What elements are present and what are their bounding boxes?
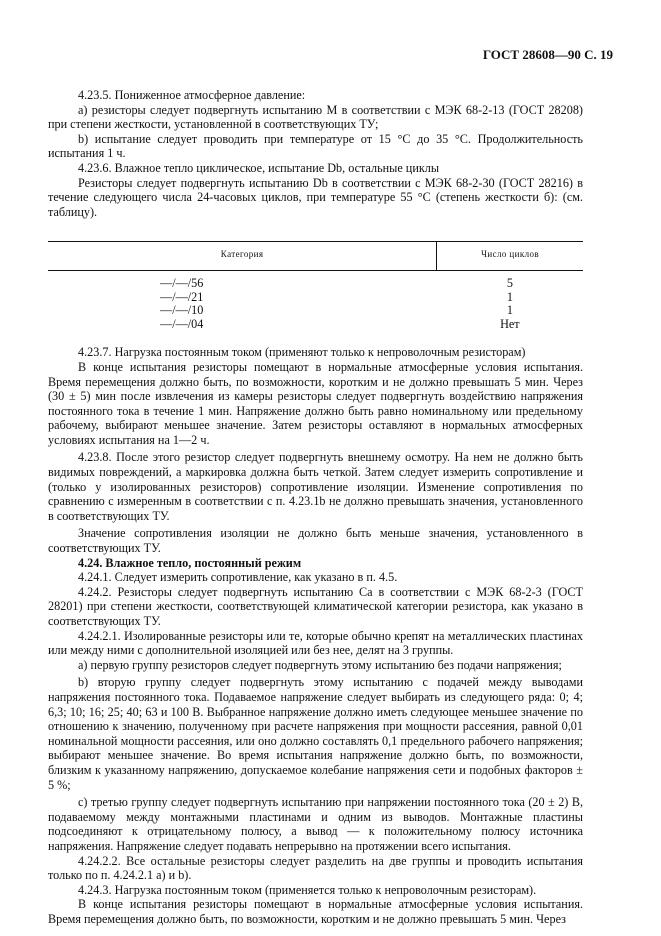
paragraph: 4.23.7. Нагрузка постоянным током (применяют только к непроволочным резисторам)	[78, 345, 526, 360]
table-row	[48, 270, 583, 290]
paragraph: 4.24.2.2. Все остальные резисторы следует разделить на две группы и проводить испытания только по п. 4.24.2.1 а) и b).	[48, 853, 583, 883]
table-cell-cycles: 1	[506, 303, 513, 318]
paragraph: Резисторы следует подвергнуть испытанию Db в соответствии с МЭК 68-2-30 (ГОСТ 28216) в течение следующего числа 24-часовых циклов, при температуре 55 °С (степень жесткости б): (см. таблицу).	[48, 175, 583, 219]
paragraph: В конце испытания резисторы помещают в нормальные атмосферные условия испытания. Время перемещения должно быть, по возможности, коротким и не должно превышать 5 мин. Через (30 ± 5) мин после извлечения из камеры резисторы следует подвергнуть воздействию напряжения постоянного тока в течение 1 мин. Напряжение должно быть равно номинальному или предельному рабочему, выбирают меньшее значение. Затем резисторы оставляют в нормальных атмосферных условиях испытания на 1—2 ч.	[48, 359, 583, 447]
table-cell-cycles: 5	[506, 275, 513, 290]
paragraph: 4.23.5. Пониженное атмосферное давление:	[78, 88, 306, 102]
cycles-table	[48, 241, 583, 335]
paragraph: 4.24.2. Резисторы следует подвергнуть испытанию Са в соответствии с МЭК 68-2-3 (ГОСТ 28201) при степени жесткости, соответствующей климатической категории резистора, как указано в соответствующих ТУ.	[48, 584, 583, 628]
document-body	[48, 88, 583, 926]
paragraph: b) испытание следует проводить при температуре от 15 °С до 35 °С. Продолжительность испытания 1 ч.	[48, 131, 583, 161]
paragraph: а) резисторы следует подвергнуть испытанию М в соответствии с МЭК 68-2-13 (ГОСТ 28208) при степени жесткости, установленной в соответствующих ТУ;	[48, 102, 583, 132]
paragraph: с) третью группу следует подвергнуть испытанию при напряжении постоянного тока (20 ± 2) В, подаваемому между монтажными пластинами и одним из выводов. Монтажные пластины подсоединяют к отрицательному полюсу, а вывод — к положительному полюсу источника напряжения. Напряжение следует подавать непрерывно на протяжении всего испытания.	[48, 795, 583, 853]
table-cell-category: —/—/10	[160, 303, 204, 318]
table-cell-category: —/—/04	[160, 316, 204, 331]
table-cell-category: —/—/56	[160, 275, 204, 290]
table-row	[48, 318, 583, 336]
table-cell-cycles: Нет	[500, 316, 520, 331]
paragraph: 4.23.6. Влажное тепло циклическое, испытание Db, остальные циклы	[78, 160, 440, 175]
paragraph: 4.24.1. Следует измерить сопротивление, как указано в п. 4.5.	[78, 570, 398, 585]
paragraph: В конце испытания резисторы помещают в нормальные атмосферные условия испытания. Время перемещения должно быть, по возможности, коротким и не должно превышать 5 мин. Через	[48, 897, 583, 926]
page-header: ГОСТ 28608—90 С. 19	[482, 47, 613, 62]
paragraph: 4.24.2.1. Изолированные резисторы или те, которые обычно крепят на металлических пластинах или между ними с дополнительной изоляцией или без нее, делят на 3 группы.	[48, 628, 583, 658]
table-cell-category: —/—/21	[160, 289, 204, 304]
table-header-category: Категория	[48, 242, 437, 271]
paragraph: а) первую группу резисторов следует подвергнуть этому испытанию без подачи напряжения;	[78, 657, 562, 672]
table-row	[48, 291, 583, 305]
table-row	[48, 304, 583, 318]
paragraph: b) вторую группу следует подвергнуть этому испытанию с подачей между выводами напряжения постоянного тока. Подаваемое напряжение следует выбирать из следующего ряда: 0; 4; 6,3; 10; 16; 25; 40; 63 и 100 В. Выбранное напряжение должно иметь следующее меньшее значение по отношению к значению, полученному при расчете напряжения при мощности рассеяния, равной 0,01 номинальной мощности рассеяния, или оно должно составлять 0,1 предельного рабочего напряжения; выбирают меньшее значение. Во время испытания напряжение должно быть, по возможности, близким к указанному напряжению, допускаемое колебание напряжения сети и подобных факторов ± 5 %;	[48, 675, 583, 792]
table-cell-cycles: 1	[506, 289, 513, 304]
paragraph: 4.23.8. После этого резистор следует подвергнуть внешнему осмотру. На нем не должно быть видимых повреждений, а маркировка должна быть четкой. Затем следует измерить сопротивление и (только у изолированных резисторов) сопротивление изоляции. Изменение сопротивления по сравнению с измеренным в соответствии с п. 4.23.1b не должно превышать значения, установленного в соответствующих ТУ.	[48, 450, 583, 523]
paragraph: 4.24.3. Нагрузка постоянным током (применяется только к непроволочным резисторам).	[78, 882, 537, 897]
section-heading: 4.24. Влажное тепло, постоянный режим	[78, 555, 302, 570]
paragraph: Значение сопротивления изоляции не должно быть меньше значения, установленного в соответствующих ТУ.	[48, 526, 583, 556]
table-header-cycles: Число циклов	[437, 242, 583, 271]
